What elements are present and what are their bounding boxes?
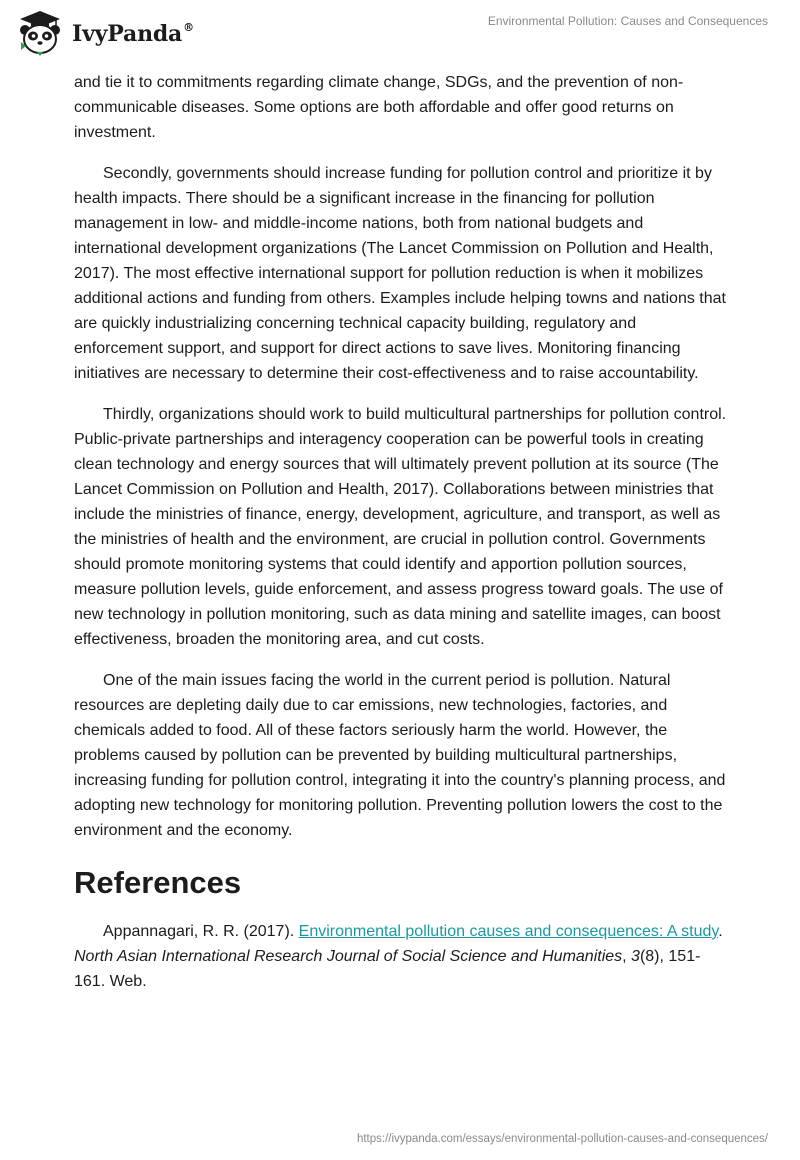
reference-separator: .: [718, 923, 723, 940]
reference-separator: ,: [622, 948, 632, 965]
page-header: [0, 0, 800, 70]
reference-pages: (8), 151-161. Web.: [74, 948, 701, 990]
references-heading: References: [74, 865, 242, 900]
paragraph: Thirdly, organizations should work to build multicultural partnerships for pollution control. Public-private partnerships and interagency cooperation can be powerful tools in creating clean technology and energy sources that will ultimately prevent pollution at its source (The Lancet Commission on Pollution and Health, 2017). Collaborations between ministries that include the ministries of finance, energy, development, agriculture, and transport, as well as the ministries of health and the environment, are crucial in pollution control. Governments should promote monitoring systems that could identify and apportion pollution sources, measure pollution levels, guide enforcement, and assess progress toward goals. The use of new technology in pollution monitoring, such as data mining and satellite images, can boost effectiveness, broaden the monitoring area, and cut costs.: [74, 406, 727, 648]
paragraph: One of the main issues facing the world in the current period is pollution. Natural resources are depleting daily due to car emissions, new technologies, factories, and chemicals added to food. All of these factors seriously harm the world. However, the problems caused by pollution can be prevented by building multicultural partnerships, increasing funding for pollution control, integrating it into the country's planning process, and adopting new technology for monitoring pollution. Preventing pollution lowers the cost to the environment and the economy.: [74, 672, 726, 839]
reference-entry: [74, 919, 728, 994]
panda-graduate-icon: [16, 8, 64, 56]
source-url: https://ivypanda.com/essays/environmental-pollution-causes-and-consequences/: [356, 1133, 768, 1145]
reference-link[interactable]: Environmental pollution causes and consequences: A study: [298, 923, 719, 940]
document-title: Environmental Pollution: Causes and Consequences: [487, 14, 768, 28]
site-logo[interactable]: [16, 8, 194, 56]
paragraph: and tie it to commitments regarding climate change, SDGs, and the prevention of non-communicable diseases. Some options are both affordable and offer good returns on investment.: [74, 74, 684, 141]
paragraph: Secondly, governments should increase funding for pollution control and prioritize it by health impacts. There should be a significant increase in the financing for pollution management in low- and middle-income nations, both from national budgets and international development organizations (The Lancet Commission on Pollution and Health, 2017). The most effective international support for pollution reduction is when it mobilizes additional actions and funding from others. Examples include helping towns and nations that are quickly industrializing concerning technical capacity building, regulatory and enforcement support, and support for direct actions to save lives. Monitoring financing initiatives are necessary to determine their cost-effectiveness and to raise accountability.: [74, 165, 726, 382]
logo-wordmark: IvyPanda®: [72, 20, 194, 47]
reference-author: Appannagari, R. R. (2017).: [103, 923, 299, 940]
reference-volume: 3: [631, 948, 640, 965]
essay-body: [74, 70, 728, 1010]
reference-journal: North Asian International Research Journal of Social Science and Humanities: [74, 948, 623, 965]
